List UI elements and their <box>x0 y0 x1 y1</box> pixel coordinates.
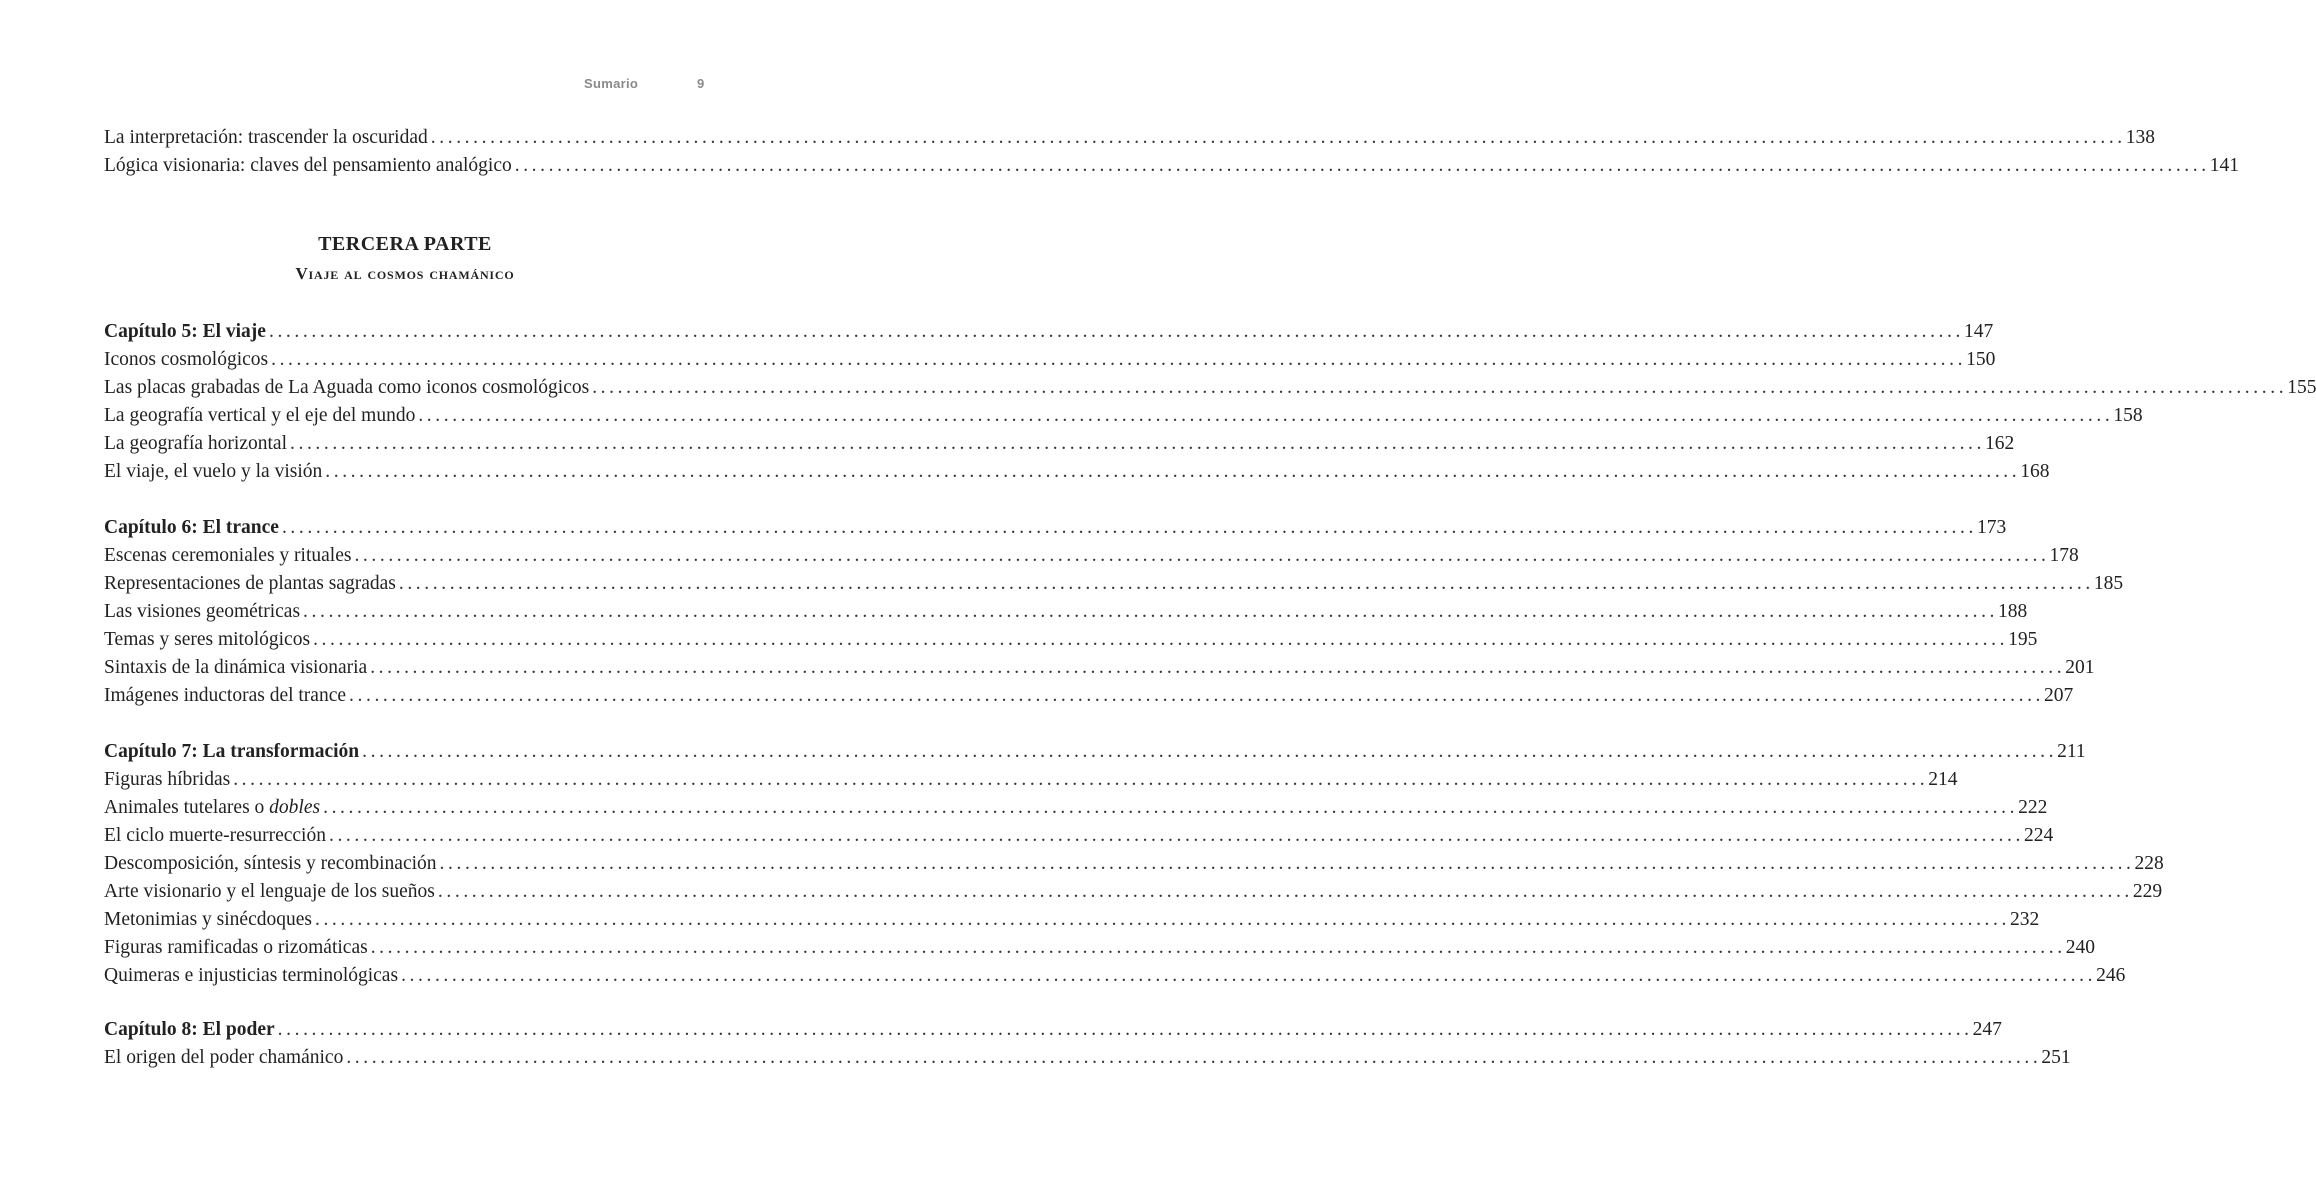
dot-leader: ........................................................................................................................................................................................................ <box>281 517 1977 538</box>
chapter-title: Capítulo 5: El viaje <box>104 321 266 342</box>
toc-entry-page: 185 <box>2093 573 2124 594</box>
toc-entry <box>104 767 1958 793</box>
toc-entry-page: 228 <box>2134 853 2164 874</box>
toc-entry-title: Representaciones de plantas sagradas <box>104 573 396 594</box>
toc-entry-title: Quimeras e injusticias terminológicas <box>104 965 399 986</box>
toc-entry-title: Imágenes inductoras del trance <box>104 685 347 706</box>
toc-entry-title: El ciclo muerte-resurrección <box>104 825 326 846</box>
toc-entry-page: 178 <box>2049 545 2079 566</box>
chapter-title: Capítulo 8: El poder <box>104 1019 275 1040</box>
toc-entry-page: 229 <box>2132 881 2163 902</box>
page-number: 9 <box>697 76 705 91</box>
toc-entry-title: Temas y seres mitológicos <box>104 629 311 650</box>
dot-leader: ........................................................................................................................................................................................................ <box>325 461 2021 482</box>
toc-entry-title: Iconos cosmológicos <box>104 349 269 370</box>
chapter-title: Capítulo 6: El trance <box>104 517 279 538</box>
toc-entry <box>104 599 2028 625</box>
toc-entry <box>104 683 2074 709</box>
toc-entry <box>104 627 2038 653</box>
toc-entry <box>104 655 2095 681</box>
dot-leader: ........................................................................................................................................................................................................ <box>354 545 2050 566</box>
toc-entry-title: El origen del poder chamánico <box>104 1047 344 1068</box>
dot-leader: ........................................................................................................................................................................................................ <box>271 349 1967 370</box>
toc-entry <box>104 431 2015 457</box>
toc-entry-title: La interpretación: trascender la oscuridad <box>104 127 428 148</box>
toc-entry <box>104 125 2156 151</box>
toc-entry-title: Arte visionario y el lenguaje de los sueños <box>104 881 435 902</box>
toc-entry-title: La geografía horizontal <box>104 433 287 454</box>
toc-entry-title-italic: dobles <box>269 797 321 818</box>
toc-entry <box>104 459 2050 485</box>
toc-entry-page: 222 <box>2018 797 2048 818</box>
toc-entry-title: Lógica visionaria: claves del pensamiento analógico <box>104 155 512 176</box>
toc-entry-page: 240 <box>2065 937 2095 958</box>
dot-leader: ........................................................................................................................................................................................................ <box>362 741 2058 762</box>
toc-entry <box>104 571 2124 597</box>
part-subtitle: Viaje al cosmos chamánico <box>295 264 515 283</box>
chapter-page: 147 <box>1963 321 1994 342</box>
toc-entry <box>104 963 2126 989</box>
toc-entry-title-prefix: Animales tutelares o <box>104 797 270 818</box>
toc-entry-page: 168 <box>2020 461 2050 482</box>
chapter-entry <box>104 319 1994 345</box>
dot-leader: ........................................................................................................................................................................................................ <box>370 937 2066 958</box>
toc-entry-page: 188 <box>1998 601 2028 622</box>
chapter-entry <box>104 1017 2002 1043</box>
toc-entry <box>104 403 2143 429</box>
toc-entry-page: 214 <box>1928 769 1958 790</box>
toc-entry-page: 201 <box>2065 657 2095 678</box>
toc-entry-title: Las visiones geométricas <box>104 601 301 622</box>
toc-entry-title: La geografía vertical y el eje del mundo <box>104 405 416 426</box>
dot-leader: ........................................................................................................................................................................................................ <box>323 797 2019 818</box>
toc-entry <box>104 347 1996 373</box>
toc-entry-title: Escenas ceremoniales y rituales <box>104 545 352 566</box>
part-heading: TERCERA PARTE <box>318 233 492 255</box>
dot-leader: ........................................................................................................................................................................................................ <box>370 657 2066 678</box>
chapter-page: 211 <box>2057 741 2086 762</box>
toc-entry <box>104 375 2316 401</box>
toc-entry-page: 195 <box>2008 629 2038 650</box>
toc-entry-title: Descomposición, síntesis y recombinación <box>104 853 437 874</box>
toc-entry <box>104 1045 2071 1071</box>
toc-entry-title: Metonimias y sinécdoques <box>104 909 312 930</box>
dot-leader: ........................................................................................................................................................................................................ <box>514 155 2210 176</box>
dot-leader: ........................................................................................................................................................................................................ <box>290 433 1985 454</box>
chapter-page: 173 <box>1976 517 2007 538</box>
dot-leader: ........................................................................................................................................................................................................ <box>437 881 2133 902</box>
toc-entry-page: 141 <box>2209 155 2239 176</box>
dot-leader: ........................................................................................................................................................................................................ <box>592 377 2288 398</box>
dot-leader: ........................................................................................................................................................................................................ <box>418 405 2114 426</box>
dot-leader: ........................................................................................................................................................................................................ <box>401 965 2097 986</box>
toc-entry-page: 232 <box>2009 909 2040 930</box>
page-header <box>0 76 783 96</box>
dot-leader: ........................................................................................................................................................................................................ <box>430 127 2126 148</box>
toc-entry-page: 251 <box>2041 1047 2071 1068</box>
toc-entry-title: El viaje, el vuelo y la visión <box>104 461 323 482</box>
toc-entry <box>104 851 2164 877</box>
toc-entry <box>104 153 2239 179</box>
toc-entry-page: 207 <box>2044 685 2074 706</box>
toc-entry <box>104 935 2095 961</box>
toc-entry <box>104 543 2079 569</box>
running-title: Sumario <box>584 76 639 91</box>
chapter-entry <box>104 739 2086 765</box>
toc-entry-page: 162 <box>1985 433 2015 454</box>
dot-leader: ........................................................................................................................................................................................................ <box>328 825 2024 846</box>
dot-leader: ........................................................................................................................................................................................................ <box>398 573 2094 594</box>
toc-entry-page: 155 <box>2287 377 2316 398</box>
dot-leader: ........................................................................................................................................................................................................ <box>303 601 1999 622</box>
toc-entry-page: 158 <box>2113 405 2143 426</box>
toc-entry <box>104 795 2048 821</box>
toc-entry-title: Figuras híbridas <box>104 769 231 790</box>
toc-entry <box>104 879 2163 905</box>
dot-leader: ........................................................................................................................................................................................................ <box>268 321 1964 342</box>
dot-leader: ........................................................................................................................................................................................................ <box>277 1019 1973 1040</box>
toc-entry-title: Sintaxis de la dinámica visionaria <box>104 657 368 678</box>
dot-leader: ........................................................................................................................................................................................................ <box>314 909 2010 930</box>
dot-leader: ........................................................................................................................................................................................................ <box>346 1047 2042 1068</box>
chapter-page: 247 <box>1972 1019 2002 1040</box>
dot-leader: ........................................................................................................................................................................................................ <box>349 685 2045 706</box>
toc-entry-title: Figuras ramificadas o rizomáticas <box>104 937 368 958</box>
dot-leader: ........................................................................................................................................................................................................ <box>233 769 1929 790</box>
toc-entry-page: 246 <box>2096 965 2126 986</box>
toc-entry-page: 224 <box>2023 825 2054 846</box>
toc-entry-page: 138 <box>2125 127 2156 148</box>
toc-entry-page: 150 <box>1966 349 1996 370</box>
toc-entry <box>104 823 2054 849</box>
toc-entry-title <box>104 795 323 821</box>
chapter-title: Capítulo 7: La transformación <box>104 741 360 762</box>
dot-leader: ........................................................................................................................................................................................................ <box>313 629 2009 650</box>
toc-entry <box>104 907 2040 933</box>
toc-entry-title: Las placas grabadas de La Aguada como iconos cosmológicos <box>104 377 590 398</box>
chapter-entry <box>104 515 2007 541</box>
dot-leader: ........................................................................................................................................................................................................ <box>439 853 2135 874</box>
